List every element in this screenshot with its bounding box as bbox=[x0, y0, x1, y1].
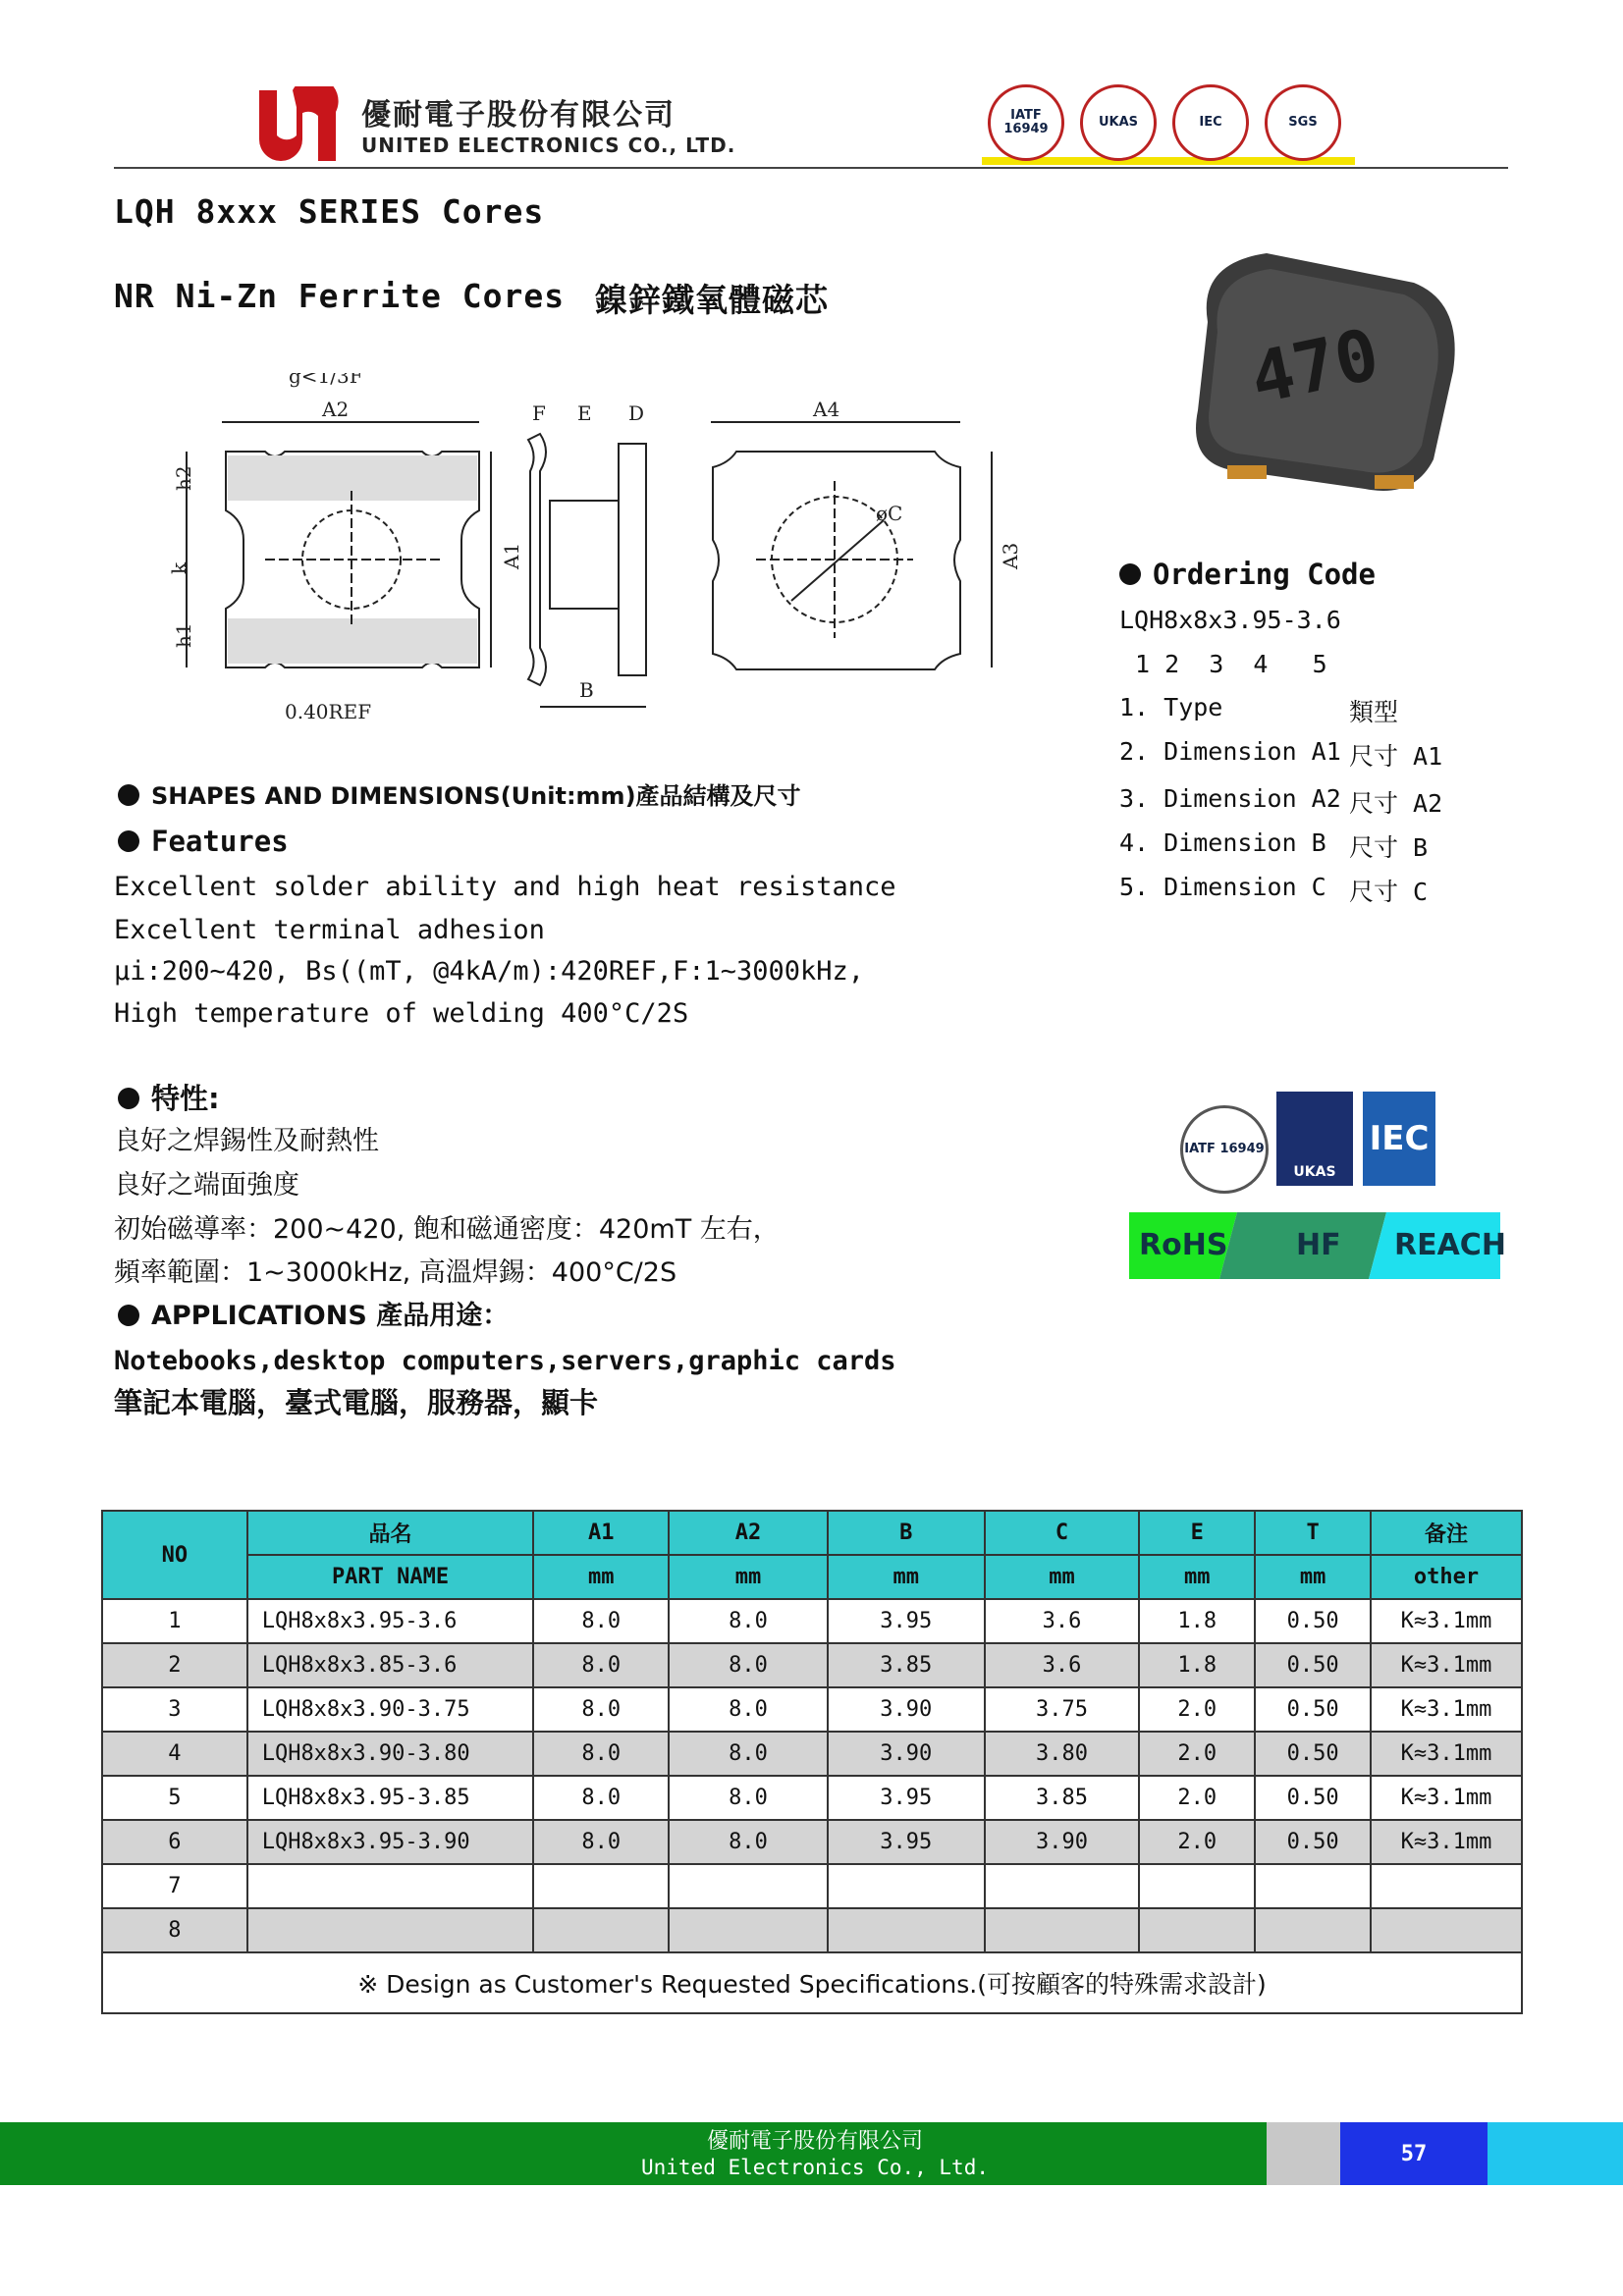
svg-text:F: F bbox=[532, 401, 546, 425]
spec-table bbox=[101, 1510, 1523, 2014]
table-cell: 2 bbox=[102, 1643, 247, 1687]
table-cell: 0.50 bbox=[1255, 1599, 1371, 1643]
label-a2: A2 bbox=[322, 398, 350, 421]
table-cell: 8.0 bbox=[669, 1687, 828, 1732]
company-name-zh: 優耐電子股份有限公司 bbox=[361, 98, 676, 133]
ukas-badge: UKAS bbox=[1080, 84, 1157, 161]
table-cell: K≈3.1mm bbox=[1371, 1643, 1522, 1687]
ordering-item: 2. Dimension A1 bbox=[1119, 737, 1341, 766]
table-cell: LQH8x8x3.95-3.85 bbox=[247, 1776, 534, 1820]
iatf-badge: IATF 16949 bbox=[988, 84, 1064, 161]
table-cell bbox=[1139, 1864, 1255, 1908]
svg-text:h2: h2 bbox=[172, 465, 195, 491]
ordering-positions: 1 2 3 4 5 bbox=[1135, 650, 1327, 678]
feature-zh-line: 頻率範圍：1~3000kHz, 高溫焊錫：400°C/2S bbox=[114, 1257, 677, 1288]
table-cell: 0.50 bbox=[1255, 1687, 1371, 1732]
table-cell: K≈3.1mm bbox=[1371, 1732, 1522, 1776]
table-cell: 2.0 bbox=[1139, 1776, 1255, 1820]
svg-text:h1: h1 bbox=[172, 622, 195, 648]
table-cell: 3 bbox=[102, 1687, 247, 1732]
col-subheader: mm bbox=[669, 1555, 828, 1599]
svg-text:E: E bbox=[577, 401, 592, 425]
col-header-t: T bbox=[1255, 1511, 1371, 1555]
core-subtitle-zh: 鎳鋅鐵氧體磁芯 bbox=[595, 281, 829, 319]
bullet-icon bbox=[118, 784, 139, 806]
dimension-drawing bbox=[167, 373, 1070, 726]
feature-zh-line: 初始磁導率：200~420, 飽和磁通密度：420mT 左右， bbox=[114, 1214, 780, 1245]
table-row bbox=[102, 1864, 1522, 1908]
col-header-no: NO bbox=[102, 1511, 247, 1599]
table-cell: 3.6 bbox=[985, 1599, 1140, 1643]
ordering-item: 3. Dimension A2 bbox=[1119, 784, 1341, 813]
header-rule bbox=[114, 167, 1508, 169]
svg-text:g<1/3F: g<1/3F bbox=[289, 373, 363, 388]
company-logo bbox=[253, 86, 340, 163]
table-cell: LQH8x8x3.90-3.75 bbox=[247, 1687, 534, 1732]
svg-text:D: D bbox=[628, 401, 645, 425]
col-header-name-zh: 品名 bbox=[247, 1511, 534, 1555]
iatf-logo: IATF 16949 bbox=[1180, 1105, 1269, 1194]
table-cell: LQH8x8x3.85-3.6 bbox=[247, 1643, 534, 1687]
table-row bbox=[102, 1687, 1522, 1732]
hf-label: HF bbox=[1296, 1228, 1341, 1262]
table-cell: 3.85 bbox=[828, 1643, 985, 1687]
table-row bbox=[102, 1908, 1522, 1952]
ordering-item-zh: 尺寸 A2 bbox=[1349, 789, 1443, 818]
company-name-en: UNITED ELECTRONICS CO., LTD. bbox=[361, 133, 736, 157]
col-subheader: mm bbox=[1139, 1555, 1255, 1599]
table-cell: K≈3.1mm bbox=[1371, 1687, 1522, 1732]
table-cell: 3.95 bbox=[828, 1776, 985, 1820]
ordering-heading: Ordering Code bbox=[1119, 560, 1376, 589]
svg-text:k: k bbox=[167, 561, 190, 574]
feature-line: Excellent terminal adhesion bbox=[114, 915, 545, 945]
col-subheader: mm bbox=[828, 1555, 985, 1599]
table-cell: 8.0 bbox=[669, 1643, 828, 1687]
ordering-item: 1. Type bbox=[1119, 693, 1223, 721]
footer-cyan-block bbox=[1488, 2122, 1623, 2185]
features-heading: Features bbox=[118, 827, 289, 856]
table-cell: 5 bbox=[102, 1776, 247, 1820]
table-cell bbox=[1371, 1908, 1522, 1952]
svg-text:B: B bbox=[579, 678, 594, 702]
sgs-badge: SGS bbox=[1265, 84, 1341, 161]
table-cell: 3.95 bbox=[828, 1599, 985, 1643]
product-photo bbox=[1168, 243, 1473, 499]
table-note: ※ Design as Customer's Requested Specifications.(可按顧客的特殊需求設計) bbox=[102, 1952, 1522, 2013]
table-row bbox=[102, 1643, 1522, 1687]
reach-label: REACH bbox=[1394, 1228, 1506, 1262]
applications-zh: 筆記本電腦，臺式電腦，服務器，顯卡 bbox=[114, 1386, 599, 1419]
table-cell: 3.80 bbox=[985, 1732, 1140, 1776]
table-cell bbox=[669, 1908, 828, 1952]
table-cell bbox=[828, 1864, 985, 1908]
footer-gray-block bbox=[1267, 2122, 1340, 2185]
col-header-note: 备注 bbox=[1371, 1511, 1522, 1555]
table-cell: 1 bbox=[102, 1599, 247, 1643]
table-cell bbox=[1139, 1908, 1255, 1952]
table-cell: 8.0 bbox=[533, 1732, 669, 1776]
table-cell: 0.50 bbox=[1255, 1820, 1371, 1864]
col-subheader: mm bbox=[1255, 1555, 1371, 1599]
table-cell bbox=[533, 1864, 669, 1908]
table-cell: 4 bbox=[102, 1732, 247, 1776]
table-cell bbox=[247, 1908, 534, 1952]
table-cell: 6 bbox=[102, 1820, 247, 1864]
feature-zh-line: 良好之焊錫性及耐熱性 bbox=[114, 1126, 379, 1156]
core-subtitle: NR Ni-Zn Ferrite Cores bbox=[114, 277, 566, 315]
footer-company-zh: 優耐電子股份有限公司 bbox=[706, 2129, 923, 2154]
table-cell: 3.90 bbox=[828, 1732, 985, 1776]
table-cell: 8.0 bbox=[533, 1776, 669, 1820]
iec-logo: IEC bbox=[1363, 1092, 1435, 1186]
ordering-item-zh: 尺寸 C bbox=[1349, 878, 1429, 906]
iec-badge: IEC bbox=[1172, 84, 1249, 161]
table-cell: 0.50 bbox=[1255, 1776, 1371, 1820]
table-cell bbox=[533, 1908, 669, 1952]
svg-text:0.40REF: 0.40REF bbox=[285, 700, 372, 723]
table-cell: LQH8x8x3.95-3.6 bbox=[247, 1599, 534, 1643]
table-cell bbox=[1371, 1864, 1522, 1908]
bullet-icon bbox=[1119, 563, 1141, 585]
table-cell: 8 bbox=[102, 1908, 247, 1952]
applications-heading: APPLICATIONS 產品用途： bbox=[118, 1302, 509, 1331]
table-cell: 3.85 bbox=[985, 1776, 1140, 1820]
table-cell: 1.8 bbox=[1139, 1643, 1255, 1687]
ordering-item-zh: 類型 bbox=[1349, 698, 1399, 726]
table-cell: 0.50 bbox=[1255, 1643, 1371, 1687]
table-cell: K≈3.1mm bbox=[1371, 1820, 1522, 1864]
feature-zh-line: 良好之端面強度 bbox=[114, 1170, 299, 1201]
ordering-item: 4. Dimension B bbox=[1119, 828, 1326, 857]
table-cell: 0.50 bbox=[1255, 1732, 1371, 1776]
table-row bbox=[102, 1599, 1522, 1643]
col-header-c: C bbox=[985, 1511, 1140, 1555]
ordering-code: LQH8x8x3.95-3.6 bbox=[1119, 606, 1341, 634]
table-cell: 8.0 bbox=[533, 1599, 669, 1643]
bullet-icon bbox=[118, 1088, 139, 1109]
table-cell: 8.0 bbox=[669, 1820, 828, 1864]
compliance-banner bbox=[1129, 1212, 1506, 1279]
svg-text:A4: A4 bbox=[813, 398, 840, 421]
table-cell: 8.0 bbox=[669, 1732, 828, 1776]
table-cell: 3.95 bbox=[828, 1820, 985, 1864]
page-number: 57 bbox=[1340, 2122, 1488, 2185]
table-cell bbox=[828, 1908, 985, 1952]
series-title: LQH 8xxx SERIES Cores bbox=[114, 192, 545, 231]
table-cell bbox=[1255, 1908, 1371, 1952]
table-cell: 3.75 bbox=[985, 1687, 1140, 1732]
footer-company-en: United Electronics Co., Ltd. bbox=[640, 2156, 989, 2179]
table-cell: 7 bbox=[102, 1864, 247, 1908]
table-row bbox=[102, 1820, 1522, 1864]
col-header-a2: A2 bbox=[669, 1511, 828, 1555]
table-cell bbox=[669, 1864, 828, 1908]
table-cell: 8.0 bbox=[669, 1776, 828, 1820]
table-row bbox=[102, 1732, 1522, 1776]
col-subheader: mm bbox=[533, 1555, 669, 1599]
table-cell: 8.0 bbox=[669, 1599, 828, 1643]
table-cell: 2.0 bbox=[1139, 1732, 1255, 1776]
ordering-item: 5. Dimension C bbox=[1119, 873, 1326, 901]
bullet-icon bbox=[118, 1305, 139, 1326]
features-zh-heading: 特性: bbox=[118, 1084, 220, 1113]
col-subheader: PART NAME bbox=[247, 1555, 534, 1599]
feature-line: High temperature of welding 400°C/2S bbox=[114, 998, 689, 1029]
table-cell: K≈3.1mm bbox=[1371, 1776, 1522, 1820]
ordering-item-zh: 尺寸 A1 bbox=[1349, 742, 1443, 771]
table-cell: 3.6 bbox=[985, 1643, 1140, 1687]
table-cell bbox=[247, 1864, 534, 1908]
table-cell: LQH8x8x3.95-3.90 bbox=[247, 1820, 534, 1864]
bullet-icon bbox=[118, 830, 139, 852]
ordering-item-zh: 尺寸 B bbox=[1349, 833, 1429, 862]
table-row bbox=[102, 1776, 1522, 1820]
table-cell bbox=[1255, 1864, 1371, 1908]
rohs-label: RoHS bbox=[1139, 1228, 1228, 1262]
feature-line: Excellent solder ability and high heat resistance bbox=[114, 872, 896, 902]
table-cell: 1.8 bbox=[1139, 1599, 1255, 1643]
table-cell: 2.0 bbox=[1139, 1687, 1255, 1732]
table-cell: 3.90 bbox=[985, 1820, 1140, 1864]
col-header-e: E bbox=[1139, 1511, 1255, 1555]
table-cell: 3.90 bbox=[828, 1687, 985, 1732]
table-cell bbox=[985, 1864, 1140, 1908]
table-cell: 8.0 bbox=[533, 1820, 669, 1864]
feature-line: μi:200~420, Bs((mT, @4kA/m):420REF,F:1~3000kHz, bbox=[114, 956, 865, 987]
col-header-a1: A1 bbox=[533, 1511, 669, 1555]
col-header-b: B bbox=[828, 1511, 985, 1555]
applications-en: Notebooks,desktop computers,servers,graphic cards bbox=[114, 1346, 896, 1376]
svg-text:øC: øC bbox=[876, 502, 903, 525]
product-marking: 470 bbox=[1243, 312, 1386, 420]
ukas-logo: UKAS bbox=[1276, 1092, 1353, 1186]
col-subheader: mm bbox=[985, 1555, 1140, 1599]
table-cell: 8.0 bbox=[533, 1687, 669, 1732]
svg-text:A1: A1 bbox=[500, 542, 523, 569]
table-cell: 8.0 bbox=[533, 1643, 669, 1687]
table-cell bbox=[985, 1908, 1140, 1952]
table-cell: 2.0 bbox=[1139, 1820, 1255, 1864]
shapes-heading: SHAPES AND DIMENSIONS(Unit:mm)產品結構及尺寸 bbox=[118, 781, 801, 811]
table-cell: K≈3.1mm bbox=[1371, 1599, 1522, 1643]
col-subheader: other bbox=[1371, 1555, 1522, 1599]
table-cell: LQH8x8x3.90-3.80 bbox=[247, 1732, 534, 1776]
svg-text:A3: A3 bbox=[999, 542, 1022, 569]
